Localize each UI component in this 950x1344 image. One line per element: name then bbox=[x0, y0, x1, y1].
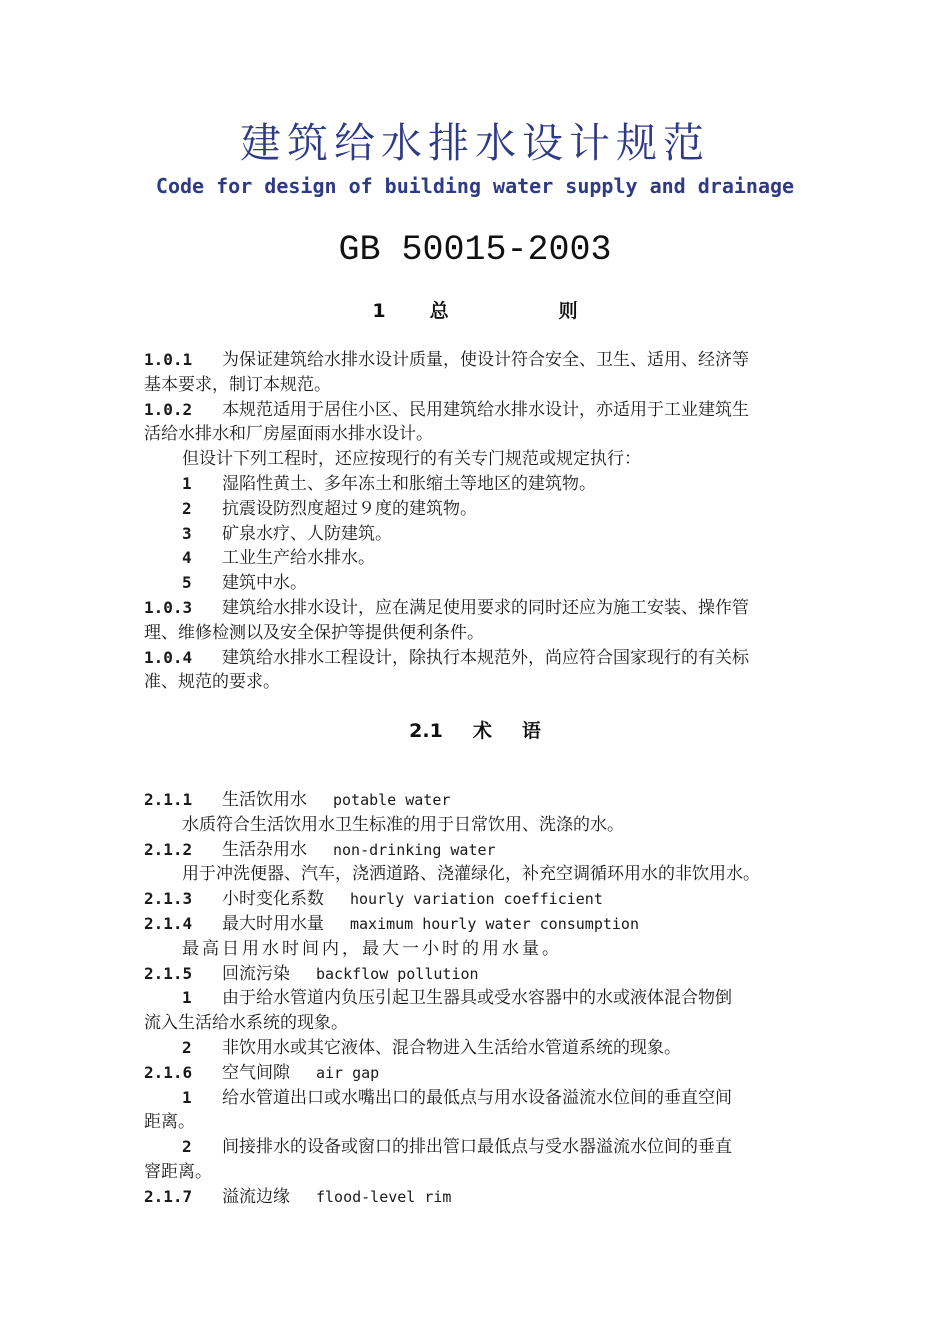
chapter-title-part-1: 总 bbox=[429, 300, 449, 322]
chapter-number: 1 bbox=[372, 300, 386, 322]
document-title: 建筑给水排水设计规范 bbox=[240, 119, 710, 167]
term-2-1-5: 2.1.5 回流污染 backflow pollution bbox=[144, 963, 479, 984]
term-2-1-2: 2.1.2 生活杂用水 non-drinking water bbox=[144, 839, 496, 860]
list-item: 5 建筑中水。 bbox=[182, 573, 307, 594]
list-item: 2 抗震设防烈度超过９度的建筑物。 bbox=[182, 498, 477, 519]
list-item: 1 由于给水管道内负压引起卫生器具或受水容器中的水或液体混合物倒 bbox=[182, 988, 732, 1009]
clause-1-0-3: 1.0.3 建筑给水排水设计，应在满足使用要求的同时还应为施工安装、操作管 bbox=[144, 597, 749, 618]
clause-1-0-4: 1.0.4 建筑给水排水工程设计，除执行本规范外，尚应符合国家现行的有关标 bbox=[144, 647, 749, 668]
section-2-1-heading bbox=[0, 718, 950, 744]
clause-1-0-1: 1.0.1 为保证建筑给水排水设计质量，使设计符合安全、卫生、适用、经济等 bbox=[144, 350, 749, 370]
chapter-title-part-2: 则 bbox=[558, 300, 578, 322]
clause-1-0-2: 1.0.2 本规范适用于居住小区、民用建筑给水排水设计，亦适用于工业建筑生 bbox=[144, 399, 749, 420]
term-2-1-1: 2.1.1 生活饮用水 potable water bbox=[144, 790, 451, 810]
standard-number: GB 50015-2003 bbox=[338, 230, 612, 270]
document-subtitle-english: Code for design of building water supply and drainage bbox=[155, 174, 795, 198]
chapter-1-body: 1.0.1 为保证建筑给水排水设计质量，使设计符合安全、卫生、适用、经济等 基本要求，制订本规范。 1.0.2 本规范适用于居住小区、民用建筑给水排水设计，亦适用于工业建筑生 活给水排水和厂房屋面雨水排水设计。 但设计下列工程时，还应按现行的有关专门规范或规定执行： 1 湿陷性黄土、多年冻土和胀缩土等地区的建筑物。 2 抗震设防烈度超过９度的建筑物。 3 矿泉水疗、人防建筑。 4 工业生产给水排水。 5 建筑中水。 1.0.3 建筑给水排水设计，应在满足使用要求的同时还应为施工安装、操作管 理、维修检测以及安全保护等提供便利条件。 1.0.4 建筑给水排水工程设计，除执行本规范外，尚应符合国家现行的有关标 准、规范的要求。 bbox=[144, 348, 810, 695]
chapter-1-heading bbox=[0, 298, 950, 324]
list-item: 2 间接排水的设备或窗口的排出管口最低点与受水器溢流水位间的垂直 bbox=[182, 1137, 732, 1158]
section-title-part-2: 语 bbox=[521, 720, 541, 742]
list-item: 2 非饮用水或其它液体、混合物进入生活给水管道系统的现象。 bbox=[182, 1037, 681, 1058]
section-number: 2.1 bbox=[409, 720, 443, 742]
section-title-part-1: 术 bbox=[472, 720, 492, 742]
list-item: 1 湿陷性黄土、多年冻土和胀缩土等地区的建筑物。 bbox=[182, 473, 596, 494]
term-2-1-4: 2.1.4 最大时用水量 maximum hourly water consumption bbox=[144, 913, 639, 934]
section-2-1-body: 2.1.1 生活饮用水 potable water 水质符合生活饮用水卫生标准的用于日常饮用、洗涤的水。 2.1.2 生活杂用水 non-drinking water 用于冲洗便器、汽车，浇洒道路、浇灌绿化，补充空调循环用水的非饮用水。 2.1.3 小时变化系数 hourly variation coefficient 2.1.4 最大时用水量 maximum hourly water consumption 最高日用水时间内，最大一小时的用水量。 2.1.5 回流污染 backflow pollution 1 由于给水管道内负压引起卫生器具或受水容器中的水或液体混合物倒 流入生活给水系统的现象。 2 非饮用水或其它液体、混合物进入生活给水管道系统的现象。 2.1.6 空气间隙 air gap 1 给水管道出口或水嘴出口的最低点与用水设备溢流水位间的垂直空间 距离。 2 间接排水的设备或窗口的排出管口最低点与受水器溢流水位间的垂直 窨距离。 2.1.7 溢流边缘 flood-level rim bbox=[144, 788, 810, 1210]
term-2-1-3: 2.1.3 小时变化系数 hourly variation coefficient bbox=[144, 889, 603, 910]
list-item: 4 工业生产给水排水。 bbox=[182, 548, 375, 569]
term-2-1-7: 2.1.7 溢流边缘 flood-level rim bbox=[144, 1186, 452, 1207]
list-item: 3 矿泉水疗、人防建筑。 bbox=[182, 523, 392, 544]
term-2-1-6: 2.1.6 空气间隙 air gap bbox=[144, 1062, 380, 1083]
list-item: 1 给水管道出口或水嘴出口的最低点与用水设备溢流水位间的垂直空间 bbox=[182, 1087, 732, 1108]
